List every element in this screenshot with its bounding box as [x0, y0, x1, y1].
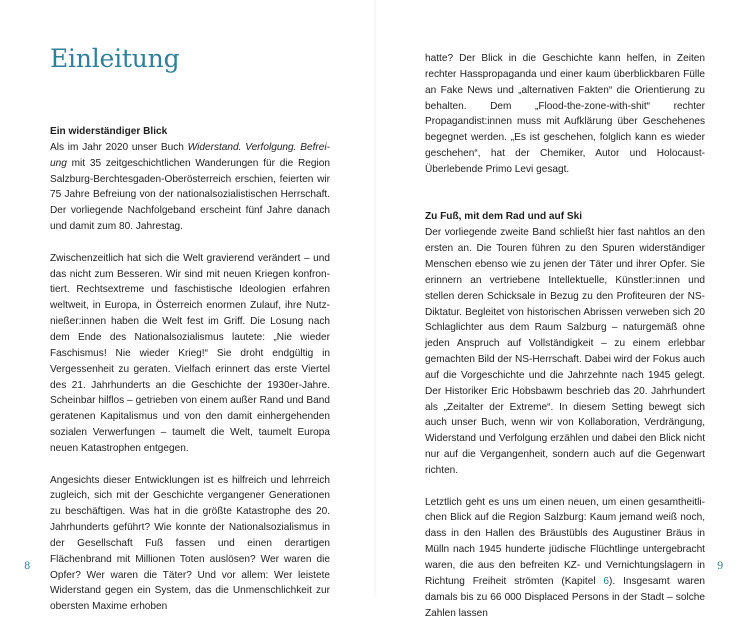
chapter-reference-link[interactable]: 6	[603, 575, 610, 587]
page-number-left: 8	[24, 561, 31, 572]
paragraph-region-salzburg	[425, 495, 705, 621]
page-number-right: 9	[717, 561, 724, 572]
chapter-title: Einleitung	[50, 44, 180, 73]
paragraph-second-volume: Der vorliegende zweite Band schließt hier fast nahtlos an den ersten an. Die Touren führen zu den Spuren widerständiger Menschen ebenso wie zu jenen der Täter und ihrer Opfer. Sie erinnern an vertriebene Intellektuelle, Künstler:innen und stellen deren Schicksale in Bezug zu den Profiteuren der NS-Diktatur. Begleitet von historischen Abrissen verweben sich 20 Schlaglichter aus dem Raum Salzburg – naturgemäß ohne jeden Anspruch auf Vollständigkeit – zu einem erlebbar gemachten Bild der NS-Herrschaft. Dabei wird der Fokus auch auf die Vorgeschichte und die Jahrzehnte nach 1945 gelegt. Der Historiker Eric Hobsbawm beschrieb das 20. Jahrhundert als „Zeitalter der Extreme“. In diesem Setting bewegt sich auch unser Buch, wenn wir von Kollaboration, Verdrängung, Widerstand und Verfolgung erzählen und dabei den Blick nicht nur auf die Vergangenheit, sondern auch auf die Gegenwart richten.	[425, 227, 705, 476]
paragraph-continued: hatte? Der Blick in die Geschichte kann helfen, in Zeiten rechter Hasspropaganda und einer kaum überblickbaren Fülle an Fake News und „alternativen Fakten“ die Orientierung zu behalten. Dem „Flood-the-zone-with-shit“ rechter Propagandist:innen muss mit Aufklärung über Geschehenes begegnet werden. „Es ist geschehen, folglich kann es wieder geschehen“, hat der Chemiker, Autor und Holocaust-Überlebende Primo Levi gesagt.	[425, 53, 705, 175]
paragraph-intro-end: mit 35 zeitgeschichtlichen Wanderungen für die Region Salzburg-Berchtesgaden-Oberösterreich erschien, feierten wir 75 Jahre Befreiung von der nationalsozialistischen Herrschaft. Der vorliegende Nachfolgeband erscheint fünf Jahre danach und damit zum 80. Jahrestag.	[50, 157, 330, 233]
section-heading-widerstaendiger-blick: Ein widerständiger Blick	[50, 126, 168, 137]
paragraph-intro-start: Als im Jahr 2020 unser Buch	[50, 141, 188, 153]
left-column	[50, 124, 330, 615]
book-title-reference: Widerstand. Verfolgung. Befreiung	[50, 141, 330, 169]
paragraph-history: Angesichts dieser Entwicklungen ist es hilfreich und lehrreich zugleich, sich mit der Geschichte vergangener Generationen zu beschäftigen. Was hat in die größte Katastrophe des 20. Jahrhunderts geführt? Wie konnte der Nationalsozialismus in der Gesellschaft Fuß fassen und einen derartigen Flächenbrand mit Millionen Toten auslösen? Wer waren die Opfer? Wer waren die Täter? Und vor allem: Wer leistete Widerstand gegen ein System, das die Unmenschlichkeit zur obersten Maxime erhoben	[50, 474, 330, 613]
left-page	[0, 0, 375, 613]
right-column	[425, 51, 705, 621]
paragraph-region-start: Letztlich geht es uns um einen neuen, um einen gesamtheitlichen Blick auf die Region Salzburg: Kaum jemand weiß noch, dass in den Hallen des Bräustübls des Augustiner Bräus in Mülln nach 1945 hunderte jüdische Flüchtlinge untergebracht waren, die aus den befreiten KZ- und Vernichtungslagern in Richtung Freiheit strömten (Kapitel	[425, 496, 705, 587]
paragraph-world-changes: Zwischenzeitlich hat sich die Welt gravierend verändert – und das nicht zum Besseren. Wir sind mit neuen Kriegen konfrontiert. Rechtsextreme und faschistische Ideologien erfahren weltweit, in Europa, in Österreich enormen Zulauf, ihre Nutznießer:innen haben die Welt fest im Griff. Die Losung nach dem Ende des Nationalsozialismus lautete: „Nie wieder Faschismus! Nie wieder Krieg!“ Sie droht endgültig in Vergessenheit zu geraten. Vielfach erinnert das erste Viertel des 21. Jahrhunderts an die Geschichte der 1930er-Jahre. Scheinbar hilflos – getrieben von einem außer Rand und Band geratenen Kapitalismus und von den damit einhergehenden sozialen Verwerfungen – taumelt die Welt, taumelt Europa neuen Katastrophen entgegen.	[50, 252, 330, 454]
section-heading-zu-fuss: Zu Fuß, mit dem Rad und auf Ski	[425, 211, 583, 223]
paragraph-region-end: ). Insgesamt waren damals bis zu 66 000 Displaced Persons in der Stadt – solche Zahlen lassen	[425, 575, 705, 619]
paragraph-intro	[50, 140, 330, 235]
